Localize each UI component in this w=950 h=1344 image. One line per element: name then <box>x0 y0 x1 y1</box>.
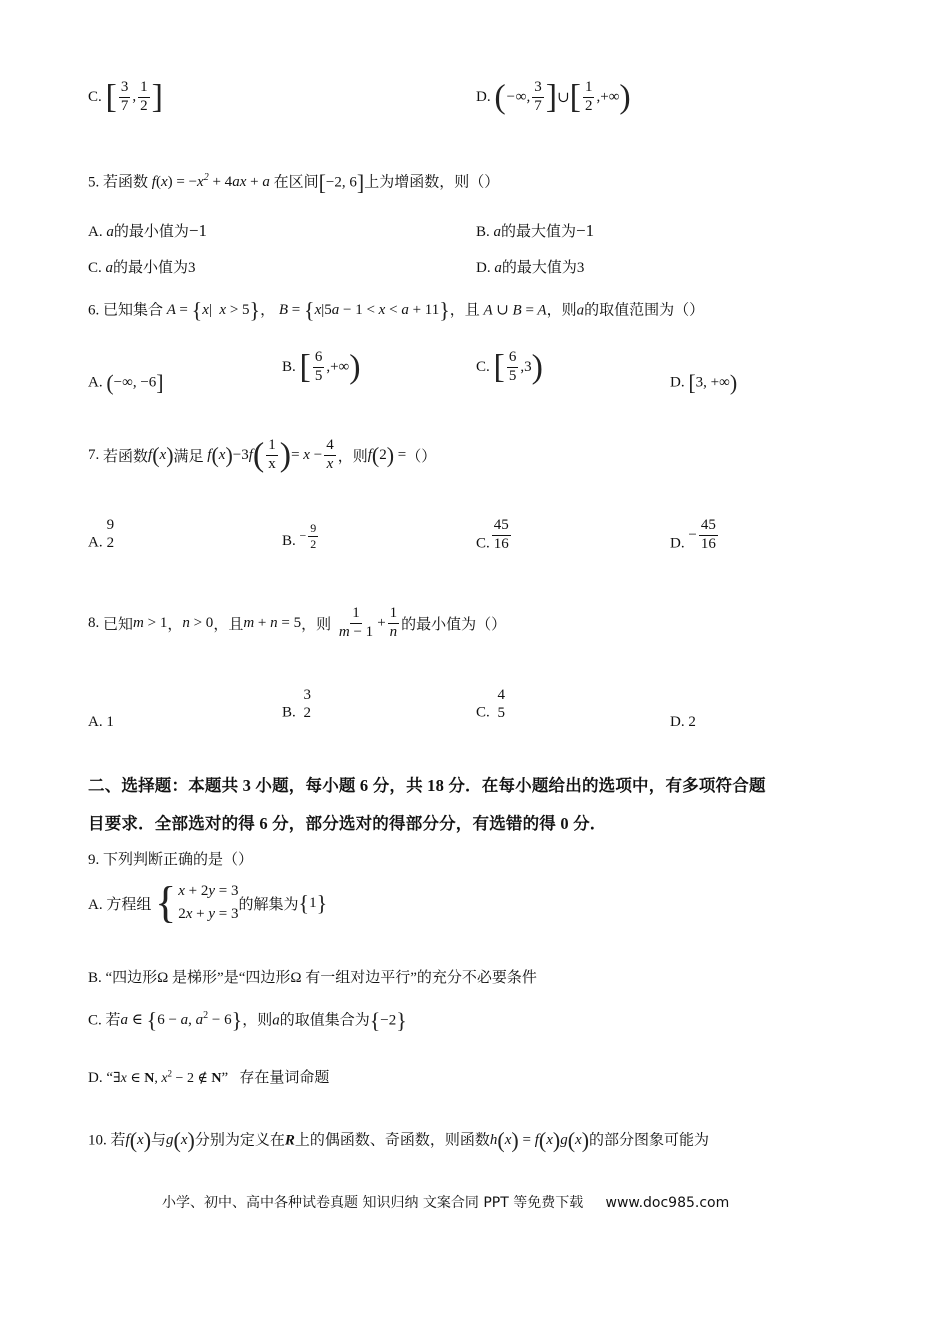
q7-option-b: B. − $\frac{9}{2}$ <box>282 521 317 551</box>
q4-option-d: D. (−∞, $\frac{3}{7}$ ]∪[ $\frac{1}{2}$ ,+∞) <box>476 78 631 116</box>
math-expression: $f(x) = -x^2 + 4ax + a$ <box>151 172 270 191</box>
q10-stem: 10. 若f(x)与g(x)分别为定义在R上的偶函数、奇函数，则函数h(x) = f(x)g(x)的部分图象可能为 <box>88 1128 710 1153</box>
section-heading-cont: 目要求．全部选对的得 6 分，部分选对的得部分分，有选错的得 0 分． <box>88 814 607 833</box>
q8-option-b: B. 3 2 <box>282 687 312 721</box>
q9-stem: 9. 下列判断正确的是（） <box>88 852 254 868</box>
q4-option-c: C. [ $\frac{3}{7}$ , $\frac{1}{2}$ ] <box>88 78 163 116</box>
section-heading: 二、选择题：本题共 3 小题，每小题 6 分，共 18 分．在每小题给出的选项中，有多项符合题 <box>88 776 766 795</box>
q8-option-d: D. 2 <box>670 714 696 730</box>
q6-option-d: D. [3, +∞) <box>670 370 738 395</box>
q6-option-c: C. [ $\frac{6}{5}$ ,3) <box>476 348 543 386</box>
q5-stem: 5. 若函数 $f(x) = -x^2 + 4ax + a$ 在区间[−2, 6]上为增函数，则（） <box>88 170 500 195</box>
option-label: C. <box>88 88 102 105</box>
q8-option-a: A. 1 <box>88 714 114 730</box>
q8-option-c: C. 4 5 <box>476 687 506 721</box>
q5-option-c: C. a的最小值为3 <box>88 260 196 276</box>
q9-option-d: D. “∃x ∈ N, $x^2 - 2$ ∉ N” 存在量词命题 <box>88 1068 330 1086</box>
q5-option-a: A. a的最小值为−1 <box>88 221 207 240</box>
q9-option-b: B. “四边形Ω 是梯形”是“四边形Ω 有一组对边平行”的充分不必要条件 <box>88 970 537 986</box>
q9-option-c: C. 若a ∈ {6 − a, $a^2 - 6$}，则a的取值集合为{−2} <box>88 1008 407 1033</box>
footer <box>162 1192 729 1212</box>
q7-option-c: C. $\frac{45}{16}$ <box>476 517 509 552</box>
option-label: D. <box>476 88 491 105</box>
q7-option-d: D. − $\frac{45}{16}$ <box>670 517 716 552</box>
q8-stem: 8. 已知m > 1，n > 0，且m + n = 5，则 $\frac{1}{m - 1}$ + $\frac{1}{n}$ 的最小值为（） <box>88 605 507 640</box>
q5-option-d: D. a的最大值为3 <box>476 260 585 276</box>
q6-option-a: A. (−∞, −6] <box>88 370 164 395</box>
footer-site-link[interactable]: www.doc985.com <box>605 1195 730 1211</box>
q6-option-b: B. [ $\frac{6}{5}$ ,+∞) <box>282 348 361 386</box>
q5-option-b: B. a的最大值为−1 <box>476 221 595 240</box>
footer-text: 小学、初中、高中各种试卷真题 知识归纳 文案合同 PPT 等免费下载 <box>162 1195 584 1211</box>
q9-option-a: A. 方程组 { x + 2y = 3 2x + y = 3 的解集为{1} <box>88 878 328 928</box>
q7-option-a: A. 9 2 <box>88 517 115 551</box>
q6-stem: 6. 已知集合 A = {x| x > 5}， B = {x|5a − 1 < x < a + 11}，且 A ∪ B = A，则a的取值范围为（） <box>88 298 705 323</box>
q7-stem: 7. 若函数f(x)满足 f(x)−3f( $\frac{1}{x}$ )= x − $\frac{4}{x}$ ，则f(2) =（） <box>88 436 437 474</box>
